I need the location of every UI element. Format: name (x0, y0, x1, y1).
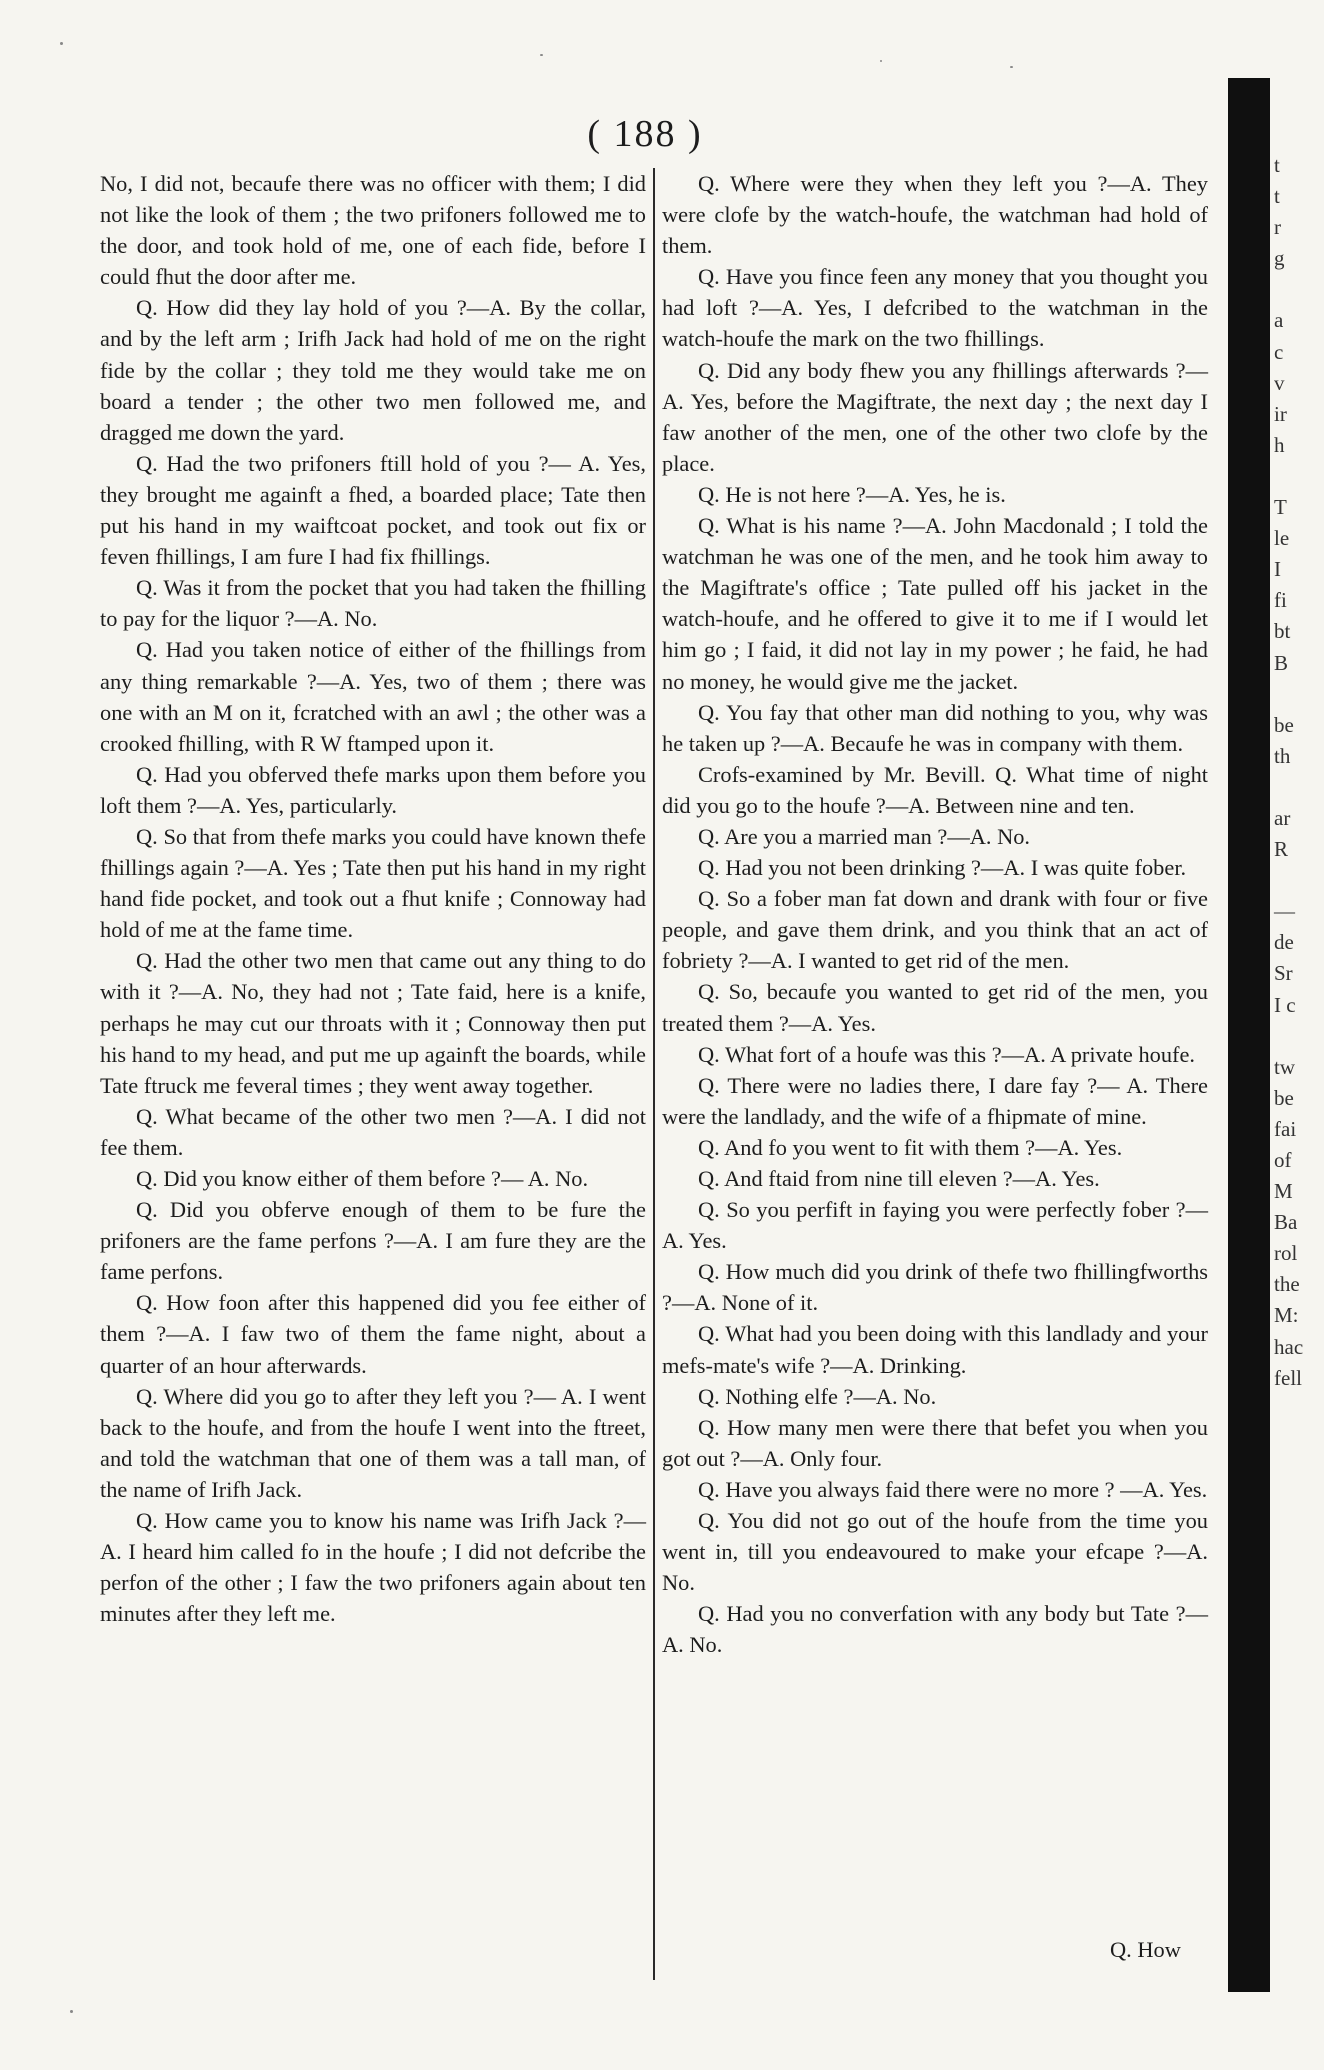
next-page-fragment (1274, 1021, 1324, 1052)
next-page-fragment: le (1274, 526, 1290, 551)
page-number: ( 188 ) (587, 113, 703, 155)
paragraph: No, I did not, becaufe there was no officer with them; I did not like the look of them ; the two prifoners followed me to the door, and took hold of me, one of each fide, before I could fhut the door after me. (100, 171, 646, 290)
paragraph: Q. There were no ladies there, I dare fay ?— A. There were the landlady, and the wife of a fhipmate of mine. (662, 1072, 1208, 1129)
next-page-fragment: M: (1274, 1303, 1299, 1328)
next-page-fragment: I c (1274, 992, 1296, 1017)
next-page-fragment: of (1274, 1148, 1292, 1172)
paragraph: Q. Did you know either of them before ?— A. No. (136, 1166, 589, 1191)
next-page-fragment: rol (1274, 1241, 1298, 1266)
paragraph: Q. Did you obferve enough of them to be fure the prifoners are the fame perfons ?—A. I am fure they are the fame perfons. (100, 1197, 646, 1285)
next-page-fragment: — (1274, 899, 1295, 924)
next-page-fragment: fell (1274, 1365, 1302, 1390)
paragraph: Q. So, becaufe you wanted to get rid of the men, you treated them ?—A. Yes. (662, 979, 1208, 1036)
paragraph: Q. What is his name ?—A. John Macdonald ; I told the watchman he was one of the men, and he took him away to the Magiftrate's office ; Tate pulled off his jacket in the watch-houfe, and he offered to give it to me if I would let him go ; I faid, it did not lay in my power ; he faid, he had no money, he would give me the jacket. (662, 513, 1208, 694)
next-page-fragment (1274, 679, 1324, 710)
paragraph: Q. And fo you went to fit with them ?—A. Yes. (698, 1134, 1123, 1160)
paragraph: Q. How foon after this happened did you fee either of them ?—A. I faw two of them the fame night, about a quarter of an hour afterwards. (100, 1290, 646, 1378)
paragraph: Q. Where were they when they left you ?—A. They were clofe by the watch-houfe, the watchman had hold of them. (662, 171, 1208, 259)
next-page-fragment: v (1274, 370, 1285, 395)
next-page-fragment: h (1274, 432, 1285, 457)
paragraph: Q. Had the other two men that came out any thing to do with it ?—A. No, they had not ; Tate faid, here is a knife, perhaps he may cut our throats with it ; Connoway then put his hand to my head, and put me up againft the boards, while Tate ftruck me feveral times ; they went away together. (100, 948, 646, 1098)
speck (1010, 66, 1013, 68)
next-page-fragment: tw (1274, 1054, 1295, 1079)
paragraph: Q. Had you taken notice of either of the fhillings from any thing remarkable ?—A. Yes, two of them ; there was one with an M on it, fcratched with an awl ; the other was a crooked fhilling, with R W ftamped upon it. (100, 637, 646, 756)
column-divider (653, 168, 655, 1980)
next-page-fragment: a (1274, 308, 1284, 333)
right-column (662, 168, 1208, 1661)
next-page-fragment: r (1274, 215, 1281, 240)
speck (540, 54, 543, 56)
next-page-fragment: be (1274, 1085, 1294, 1110)
next-page-fragment: hac (1274, 1334, 1304, 1359)
paragraph: Q. You fay that other man did nothing to you, why was he taken up ?—A. Becaufe he was in company with them. (662, 699, 1208, 756)
paragraph: Q. And ftaid from nine till eleven ?—A. Yes. (698, 1166, 1100, 1191)
paragraph: Q. What became of the other two men ?—A. I did not fee them. (100, 1103, 646, 1160)
next-page-fragment: th (1274, 743, 1291, 768)
next-page-fragment: the (1274, 1272, 1300, 1297)
paragraph: Q. Did any body fhew you any fhillings afterwards ?—A. Yes, before the Magiftrate, the next day ; the next day I faw another of the men, one of the other two clofe by the place. (662, 357, 1208, 476)
next-page-fragment: R (1274, 837, 1289, 862)
paragraph: Q. Had you not been drinking ?—A. I was quite fober. (698, 855, 1187, 881)
next-page-fragment (1274, 461, 1324, 492)
speck (70, 2010, 73, 2013)
paragraph: Q. Was it from the pocket that you had taken the fhilling to pay for the liquor ?—A. No. (100, 575, 646, 632)
speck (880, 60, 882, 62)
paragraph: Q. Where did you go to after they left you ?— A. I went back to the houfe, and from the houfe I went into the ftreet, and told the watchman that one of them was a tall man, of the name of Irifh Jack. (100, 1383, 646, 1502)
paragraph: Q. Had the two prifoners ftill hold of you ?— A. Yes, they brought me againft a fhed, a boarded place; Tate then put his hand in my waiftcoat pocket, and took out fix or feven fhillings, I am fure I had fix fhillings. (100, 450, 646, 570)
next-page-fragment: fi (1274, 588, 1287, 613)
paragraph: Q. How came you to know his name was Irifh Jack ?—A. I heard him called fo in the houfe ; I did not defcribe the perfon of the other ; I faw the two prifoners again about ten minutes after they left me. (100, 1508, 646, 1627)
left-column (100, 168, 646, 1629)
next-page-fragment: I (1274, 557, 1281, 582)
next-page-fragment (1274, 274, 1324, 305)
next-page-fragment: fai (1274, 1116, 1297, 1141)
paragraph: Q. Have you always faid there were no more ? —A. Yes. (698, 1476, 1208, 1502)
next-page-fragment: T (1274, 495, 1287, 520)
next-page-fragment: B (1274, 650, 1289, 675)
catchword: Q. How (1110, 1937, 1181, 1962)
next-page-fragment (1274, 772, 1324, 803)
next-page-fragment (1274, 865, 1324, 896)
paragraph: Crofs-examined by Mr. Bevill. Q. What time of night did you go to the houfe ?—A. Between nine and ten. (662, 761, 1208, 818)
paragraph: Q. So that from thefe marks you could have known thefe fhillings again ?—A. Yes ; Tate then put his hand in my right hand fide pocket, and took out a fhut knife ; Connoway had hold of me at the fame time. (100, 823, 646, 943)
next-page-fragment: t (1274, 184, 1280, 209)
next-page-fragment: t (1274, 153, 1280, 177)
paragraph: Q. How much did you drink of thefe two fhillingfworths ?—A. None of it. (662, 1259, 1208, 1316)
next-page-fragment: Sr (1274, 961, 1293, 986)
next-page-fragment: g (1274, 246, 1285, 271)
speck (60, 42, 63, 45)
paragraph: Q. How many men were there that befet you when you got out ?—A. Only four. (662, 1414, 1208, 1471)
paragraph: Q. He is not here ?—A. Yes, he is. (698, 481, 1006, 507)
paragraph: Q. You did not go out of the houfe from the time you went in, till you endeavoured to make your efcape ?—A. No. (662, 1508, 1208, 1596)
next-page-fragment: ir (1274, 401, 1287, 426)
next-page-fragment: de (1274, 930, 1294, 955)
next-page-fragment: M (1274, 1179, 1293, 1204)
next-page-fragment: Ba (1274, 1210, 1298, 1235)
next-page-edge (1228, 78, 1270, 1992)
paragraph: Q. What had you been doing with this landlady and your mefs-mate's wife ?—A. Drinking. (662, 1321, 1208, 1378)
next-page-fragments (1274, 150, 1324, 1394)
next-page-fragment: c (1274, 339, 1284, 364)
next-page-fragment: be (1274, 712, 1294, 737)
paragraph: Q. So a fober man fat down and drank with four or five people, and gave them drink, and you think that an act of fobriety ?—A. I wanted to get rid of the men. (662, 886, 1208, 974)
paragraph: Q. How did they lay hold of you ?—A. By the collar, and by the left arm ; Irifh Jack had hold of me on the right fide by the collar ; they told me they would take me on board a tender ; the other two men followed me, and dragged me down the yard. (100, 295, 646, 445)
paragraph: Q. Have you fince feen any money that you thought you had loft ?—A. Yes, I defcribed to the watchman in the watch-houfe the mark on the two fhillings. (662, 264, 1208, 352)
paragraph: Q. What fort of a houfe was this ?—A. A private houfe. (698, 1041, 1196, 1067)
next-page-fragment: bt (1274, 619, 1291, 644)
paragraph: Q. Had you obferved thefe marks upon them before you loft them ?—A. Yes, particularly. (100, 761, 646, 818)
paragraph: Q. Are you a married man ?—A. No. (698, 823, 1031, 849)
next-page-fragment: ar (1274, 805, 1291, 830)
paragraph: Q. Had you no converfation with any body but Tate ?—A. No. (662, 1601, 1208, 1658)
paragraph: Q. Nothing elfe ?—A. No. (698, 1383, 937, 1409)
paragraph: Q. So you perfift in faying you were perfectly fober ?—A. Yes. (662, 1197, 1208, 1254)
